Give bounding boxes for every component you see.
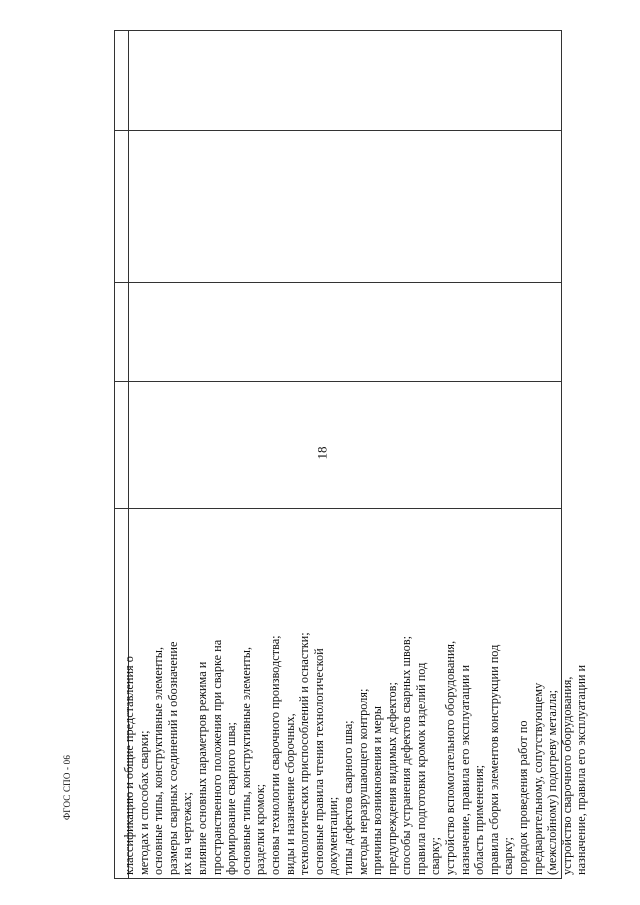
content-line: методах и способах сварки; — [136, 730, 151, 875]
content-line: документации; — [326, 796, 341, 875]
content-line: назначение, правила его эксплуатации и — [574, 664, 589, 875]
table-row-divider — [114, 130, 562, 131]
content-line: способы устранения дефектов сварных швов; — [399, 635, 414, 875]
content-line: влияние основных параметров режима и — [194, 661, 209, 875]
content-line: правила сборки элементов конструкции под — [486, 644, 501, 875]
content-line: виды и назначение сборочных, — [282, 713, 297, 875]
table-row-divider — [114, 282, 562, 283]
content-line: сварку; — [501, 837, 516, 875]
content-line: методы неразрушающего контроля; — [355, 688, 370, 875]
content-line: классификацию и общие представления о — [122, 656, 136, 875]
page-number: 18 — [314, 446, 330, 460]
content-line: основы технологии сварочного производства; — [267, 635, 282, 875]
content-line: устройство вспомогательного оборудования, — [443, 640, 458, 875]
content-line: их на чертежах; — [180, 792, 195, 875]
content-line: область применения; — [472, 764, 487, 875]
content-line: технологических приспособлений и оснастки; — [297, 632, 312, 875]
content-line: пространственного положения при сварке на — [209, 639, 224, 875]
content-line: разделки кромок; — [253, 783, 268, 875]
content-line: предупреждения видимых дефектов; — [384, 682, 399, 875]
content-line: формирование сварного шва; — [224, 722, 239, 875]
content-line: основные типы, конструктивные элементы, — [151, 646, 166, 875]
content-line: (межслойному) подогреву металла; — [545, 689, 560, 875]
content-line: размеры сварных соединений и обозначение — [165, 641, 180, 875]
table-row-divider — [114, 381, 562, 382]
content-line: предварительному, сопутствующему — [530, 682, 545, 875]
content-line: порядок проведения работ по — [516, 720, 531, 875]
content-line: устройство сварочного оборудования, — [559, 676, 574, 875]
content-line: правила подготовки кромок изделий под — [413, 662, 428, 875]
content-line: причины возникновения и меры — [370, 706, 385, 875]
content-text-block — [122, 505, 589, 875]
content-line: типы дефектов сварного шва; — [340, 720, 355, 875]
footer-code: ФГОС СПО - 06 — [62, 754, 72, 820]
content-line: назначение, правила его эксплуатации и — [457, 664, 472, 875]
content-line: основные правила чтения технологической — [311, 648, 326, 875]
content-line: сварку; — [428, 837, 443, 875]
content-line: основные типы, конструктивные элементы, — [238, 646, 253, 875]
